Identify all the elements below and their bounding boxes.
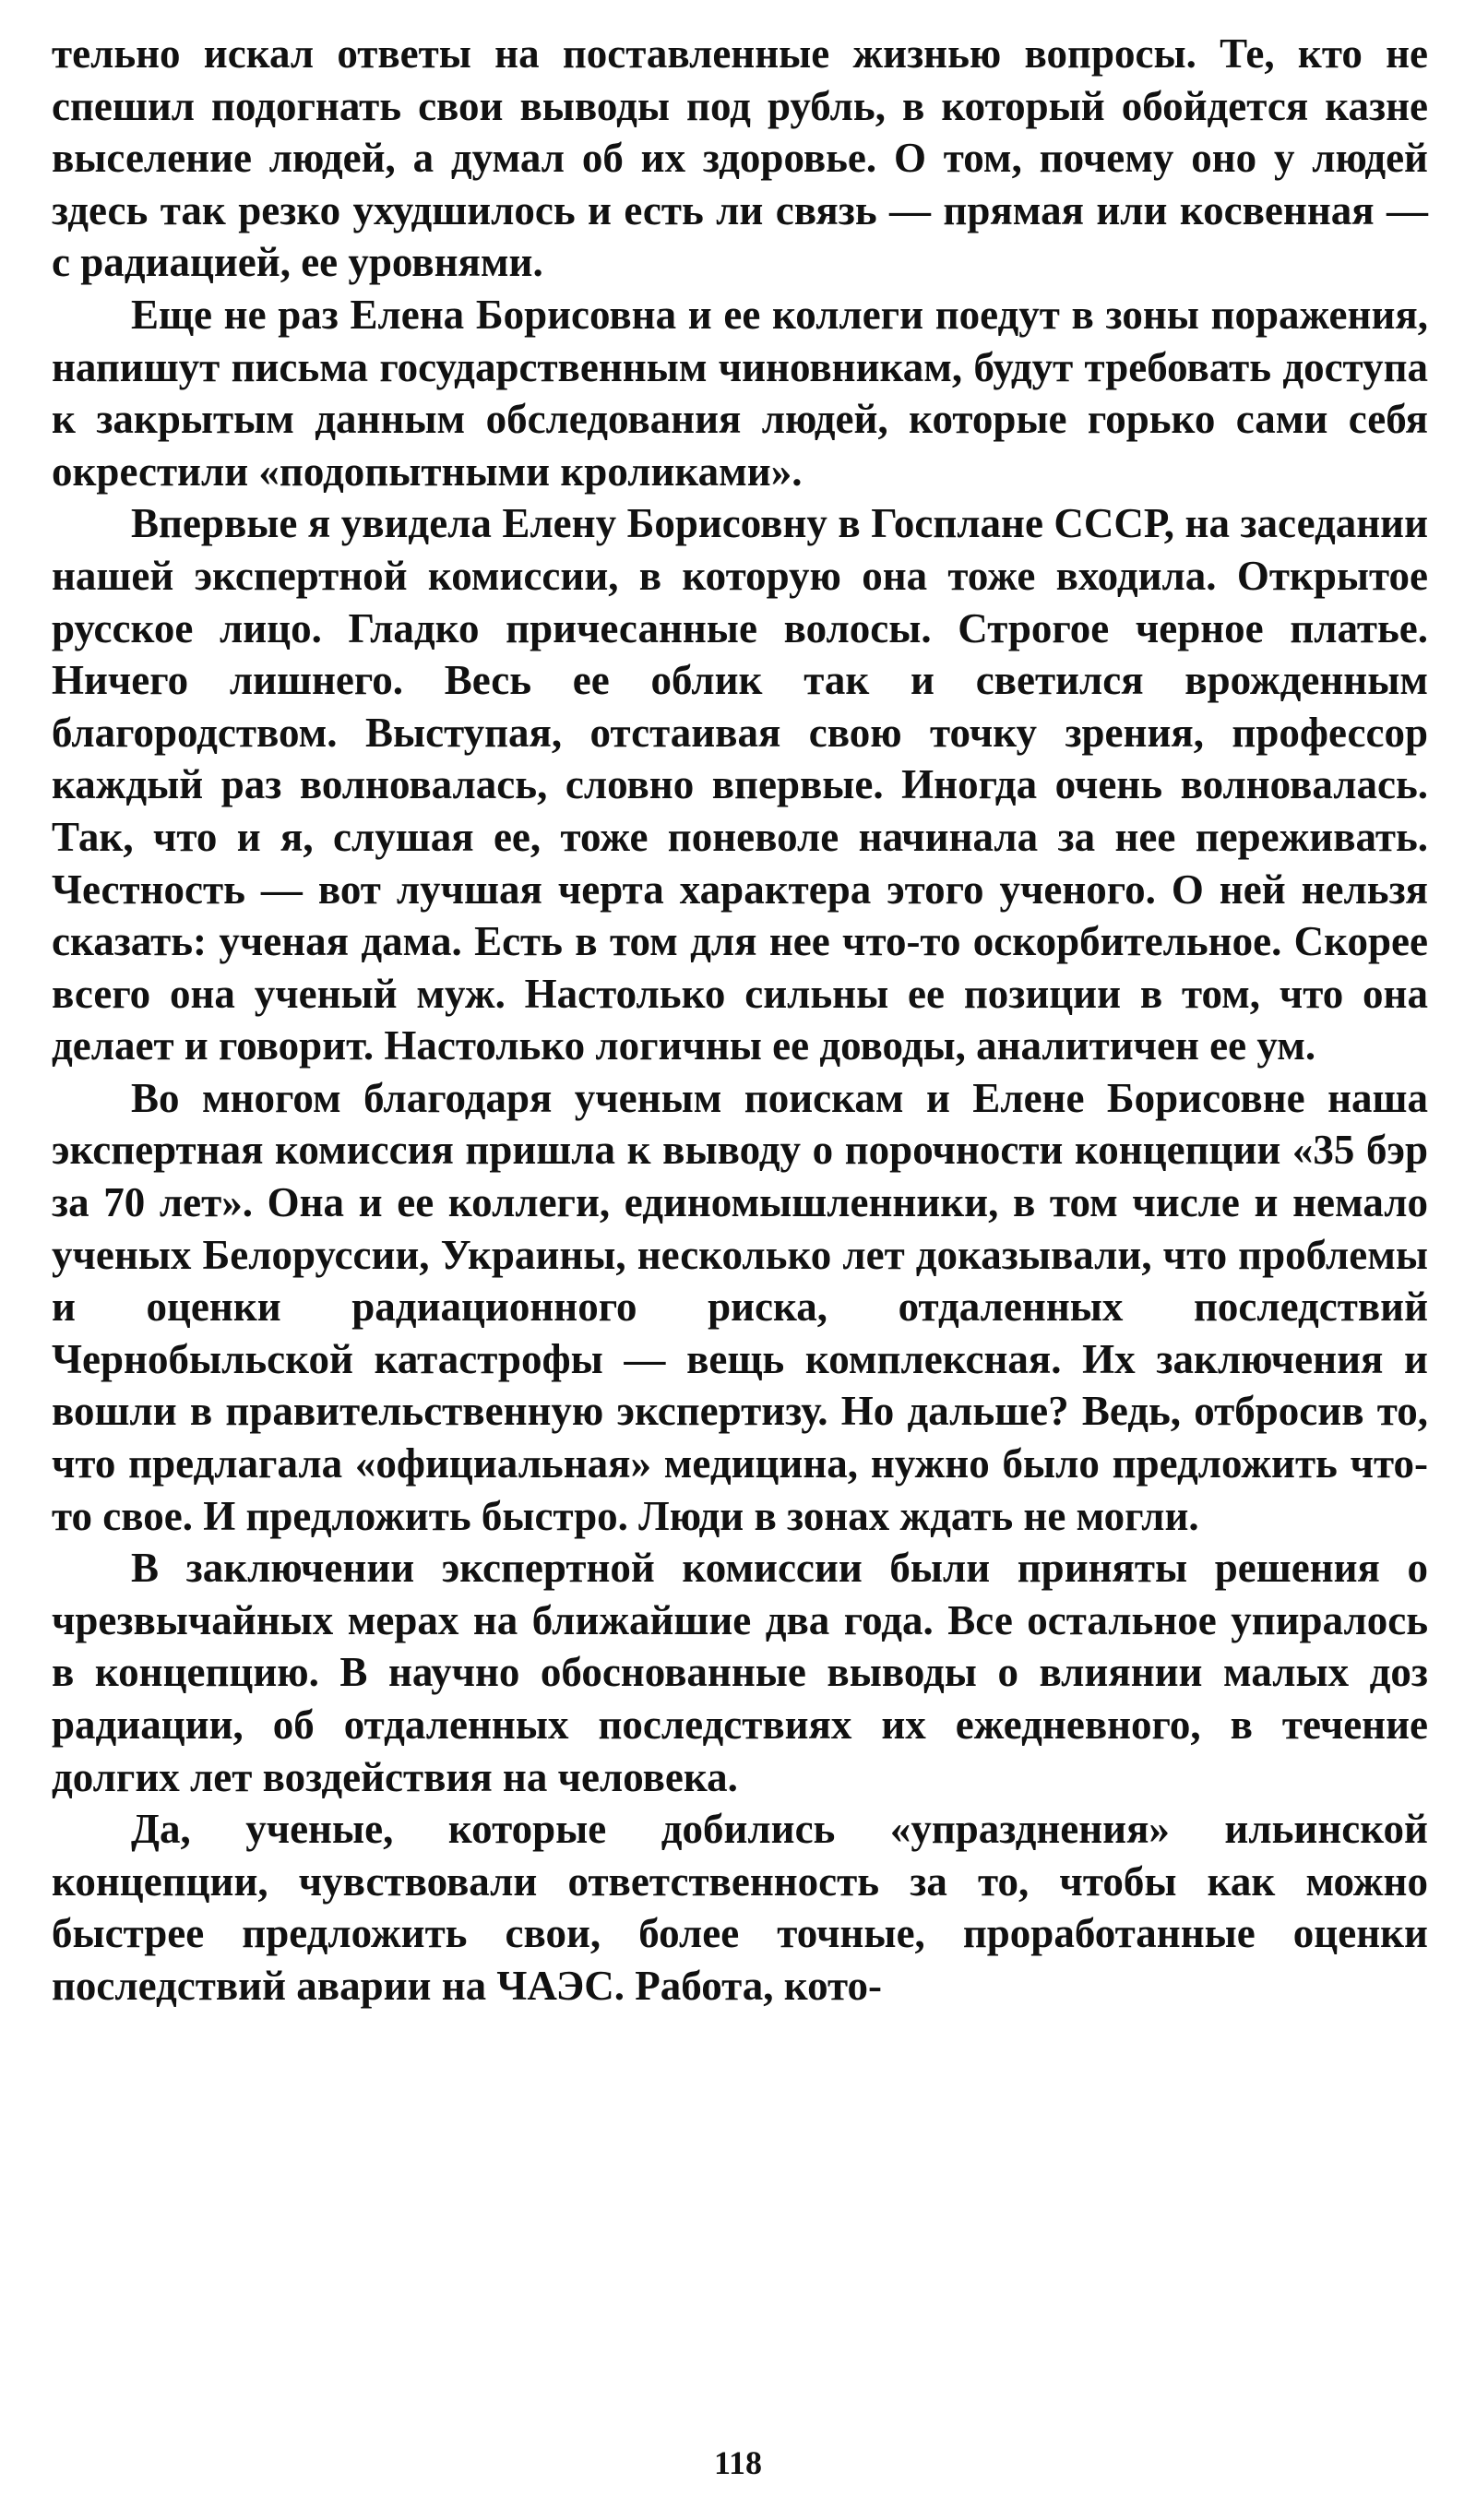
paragraph-2: Еще не раз Елена Борисовна и ее коллеги поедут в зоны поражения, напишут письма государственным чиновникам, будут требовать доступа к закрытым данным обследования людей, которые горько сами себя окрестили «подопытными кроликами». xyxy=(52,291,1428,495)
page-body xyxy=(52,28,1428,2012)
paragraph-3: Впервые я увидела Елену Борисовну в Госплане СССР, на заседании нашей экспертной комиссии, в которую она тоже входила. Открытое русское лицо. Гладко причесанные волосы. Строгое черное платье. Ничего лишнего. Весь ее облик так и светился врожденным благородством. Выступая, отстаивая свою точку зрения, профессор каждый раз волновалась, словно впервые. Иногда очень волновалась. Так, что и я, слушая ее, тоже поневоле начинала за нее переживать. Честность — вот лучшая черта характера этого ученого. О ней нельзя сказать: ученая дама. Есть в том для нее что-то оскорбительное. Скорее всего она ученый муж. Настолько сильны ее позиции в том, что она делает и говорит. Настолько логичны ее доводы, аналитичен ее ум. xyxy=(52,500,1428,1069)
paragraph-1: тельно искал ответы на поставленные жизнью вопросы. Те, кто не спешил подогнать свои выводы под рубль, в который обойдется казне выселение людей, а думал об их здоровье. О том, почему оно у людей здесь так резко ухудшилось и есть ли связь — прямая или косвенная — с радиацией, ее уровнями. xyxy=(52,30,1428,286)
page-number: 118 xyxy=(713,2444,762,2481)
paragraph-6: Да, ученые, которые добились «упразднения» ильинской концепции, чувствовали ответственность за то, чтобы как можно быстрее предложить свои, более точные, проработанные оценки последствий аварии на ЧАЭС. Работа, кото- xyxy=(52,1806,1428,2009)
paragraph-5: В заключении экспертной комиссии были приняты решения о чрезвычайных мерах на ближайшие два года. Все остальное упиралось в концепцию. В научно обоснованные выводы о влиянии малых доз радиации, об отдаленных последствиях их ежедневного, в течение долгих лет воздействия на человека. xyxy=(52,1545,1428,1800)
paragraph-4: Во многом благодаря ученым поискам и Елене Борисовне наша экспертная комиссия пришла к выводу о порочности концепции «35 бэр за 70 лет». Она и ее коллеги, единомышленники, в том числе и немало ученых Белоруссии, Украины, несколько лет доказывали, что проблемы и оценки радиационного риска, отдаленных последствий Чернобыльской катастрофы — вещь комплексная. Их заключения и вошли в правительственную экспертизу. Но дальше? Ведь, отбросив то, что предлагала «официальная» медицина, нужно было предложить что-то свое. И предложить быстро. Люди в зонах ждать не могли. xyxy=(52,1074,1428,1539)
